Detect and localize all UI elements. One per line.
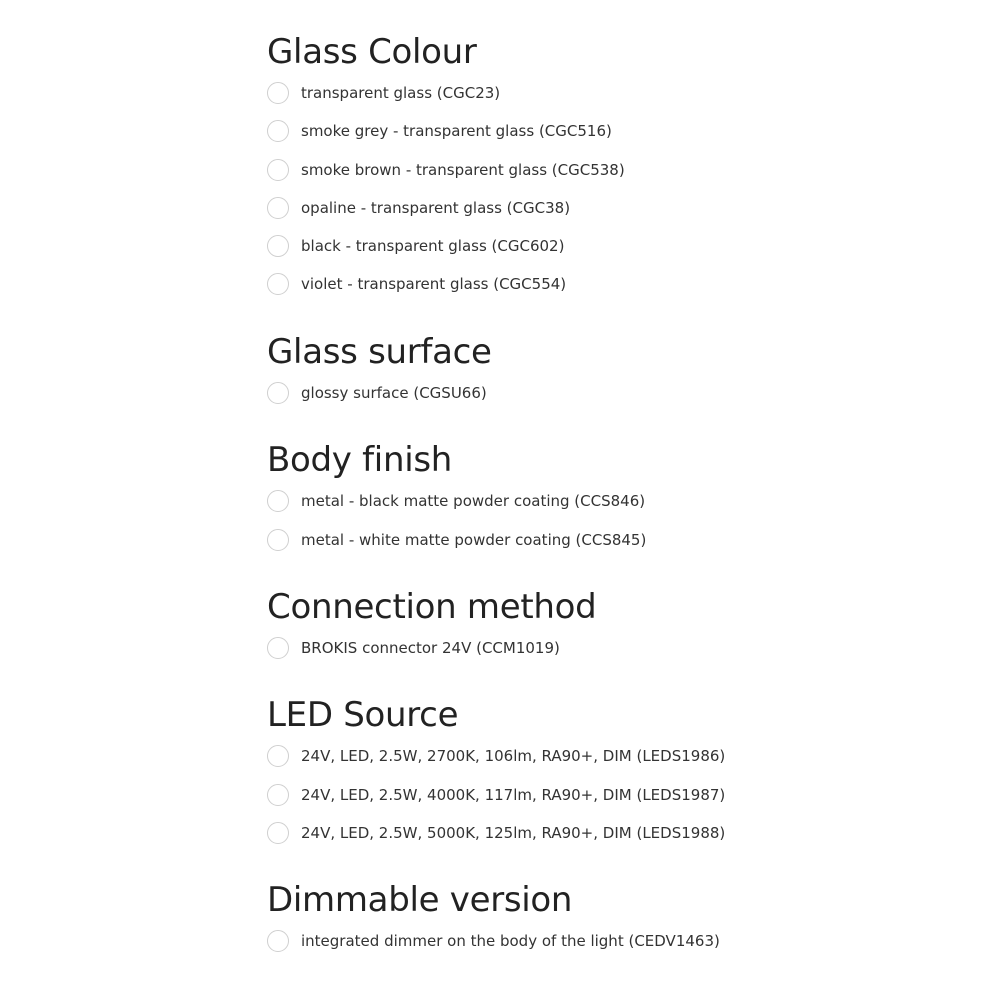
option-label: opaline - transparent glass (CGC38) <box>301 199 571 217</box>
option-label: BROKIS connector 24V (CCM1019) <box>301 639 560 657</box>
section-title: LED Source <box>267 695 459 735</box>
radio-button[interactable] <box>267 529 289 551</box>
option-label: integrated dimmer on the body of the light (CEDV1463) <box>301 932 720 950</box>
option-label: 24V, LED, 2.5W, 2700K, 106lm, RA90+, DIM (LEDS1986) <box>301 747 726 765</box>
option-label: black - transparent glass (CGC602) <box>301 237 565 255</box>
option-led-source-leds1987[interactable] <box>267 782 725 808</box>
option-dimmable-cedv1463[interactable] <box>267 928 720 954</box>
radio-button[interactable] <box>267 382 289 404</box>
option-label: 24V, LED, 2.5W, 5000K, 125lm, RA90+, DIM (LEDS1988) <box>301 824 726 842</box>
option-glass-colour-cgc38[interactable] <box>267 195 570 221</box>
section-title: Glass Colour <box>267 32 477 72</box>
section-title: Dimmable version <box>267 880 573 920</box>
option-label: metal - white matte powder coating (CCS845) <box>301 531 647 549</box>
radio-button[interactable] <box>267 273 289 295</box>
option-glass-colour-cgc602[interactable] <box>267 233 564 259</box>
option-label: smoke grey - transparent glass (CGC516) <box>301 122 612 140</box>
option-label: smoke brown - transparent glass (CGC538) <box>301 161 625 179</box>
option-glass-colour-cgc23[interactable] <box>267 80 500 106</box>
option-body-finish-ccs846[interactable] <box>267 488 645 514</box>
radio-button[interactable] <box>267 745 289 767</box>
option-glass-surface-cgsu66[interactable] <box>267 380 487 406</box>
option-body-finish-ccs845[interactable] <box>267 527 646 553</box>
section-title: Body finish <box>267 440 453 480</box>
radio-button[interactable] <box>267 637 289 659</box>
option-label: transparent glass (CGC23) <box>301 84 501 102</box>
option-led-source-leds1988[interactable] <box>267 820 725 846</box>
section-title: Connection method <box>267 587 597 627</box>
radio-button[interactable] <box>267 490 289 512</box>
option-label: violet - transparent glass (CGC554) <box>301 275 567 293</box>
radio-button[interactable] <box>267 930 289 952</box>
radio-button[interactable] <box>267 784 289 806</box>
option-connection-ccm1019[interactable] <box>267 635 560 661</box>
option-label: metal - black matte powder coating (CCS846) <box>301 492 646 510</box>
option-label: glossy surface (CGSU66) <box>301 384 487 402</box>
option-label: 24V, LED, 2.5W, 4000K, 117lm, RA90+, DIM (LEDS1987) <box>301 786 726 804</box>
radio-button[interactable] <box>267 235 289 257</box>
option-glass-colour-cgc538[interactable] <box>267 157 625 183</box>
radio-button[interactable] <box>267 120 289 142</box>
radio-button[interactable] <box>267 822 289 844</box>
option-glass-colour-cgc516[interactable] <box>267 118 612 144</box>
section-title: Glass surface <box>267 332 492 372</box>
radio-button[interactable] <box>267 197 289 219</box>
radio-button[interactable] <box>267 82 289 104</box>
option-led-source-leds1986[interactable] <box>267 743 725 769</box>
option-glass-colour-cgc554[interactable] <box>267 271 566 297</box>
radio-button[interactable] <box>267 159 289 181</box>
